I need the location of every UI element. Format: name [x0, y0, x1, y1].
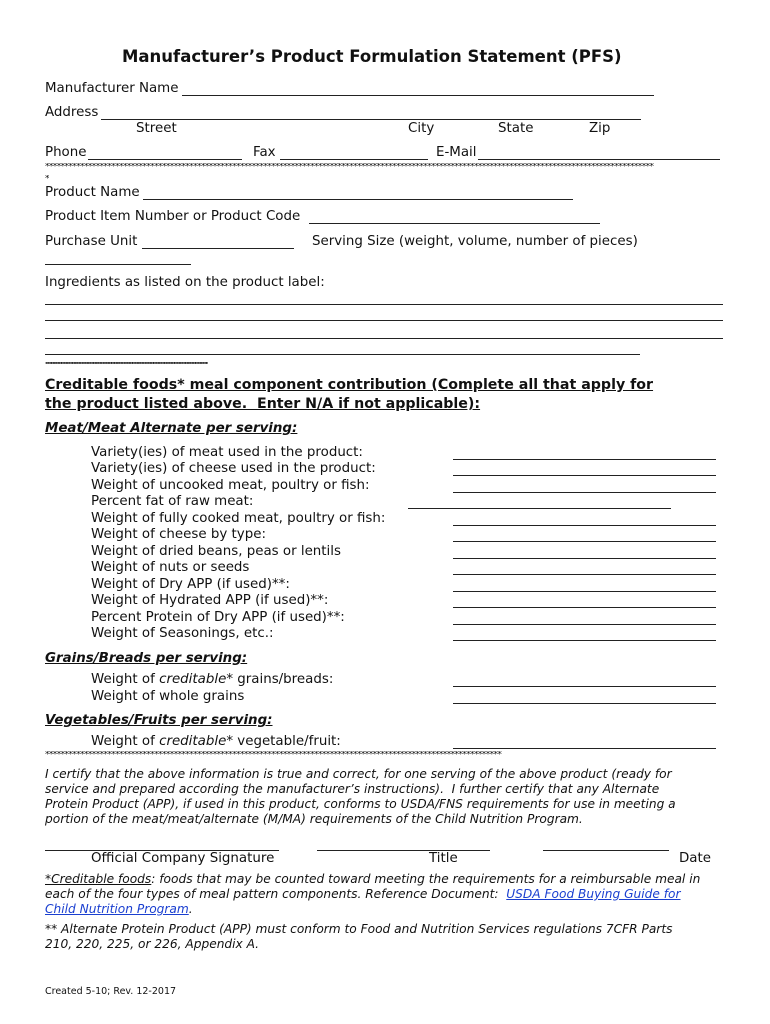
revision-note: Created 5-10; Rev. 12-2017	[45, 986, 177, 997]
product-name-field[interactable]	[143, 199, 573, 200]
asterisk-divider-tail: *	[45, 175, 49, 184]
certify-line: Protein Product (APP), if used in this product, conforms to USDA/FNS requirements for use in meeting a	[45, 797, 676, 811]
asterisk-divider-2: *********************************************************************************************************************	[45, 751, 502, 760]
footnote-creditable: *Creditable foods: foods that may be counted toward meeting the requirements for a reimbursable meal in	[45, 872, 701, 886]
hatch-divider: ''''''''''''''''''''''''''''''''''''''''''''''''''''''''''''''''''''''''''''''''''''''''''''''''''''''''''''''''''''''''''''''''''''''''''''''''''''''''''''''''''''''''''''''''''''''''''''''''''''''''''''''''''''''''''''''''	[45, 362, 208, 369]
asterisk-divider: ************************************************************************************************************************************************************	[45, 163, 654, 172]
vegetables-item: Weight of creditable* vegetable/fruit:	[91, 734, 341, 749]
meat-field[interactable]	[453, 475, 716, 476]
fax-label: Fax	[253, 145, 276, 160]
product-code-label: Product Item Number or Product Code	[45, 209, 301, 224]
grains-heading: Grains/Breads per serving:	[45, 651, 248, 666]
date-field[interactable]	[543, 850, 669, 851]
manufacturer-name-field[interactable]	[182, 95, 654, 96]
state-label: State	[498, 121, 534, 136]
footnote-reference-cont: Child Nutrition Program.	[45, 902, 193, 916]
meat-field[interactable]	[408, 508, 671, 509]
certify-line: portion of the meat/meat/alternate (M/MA) requirements of the Child Nutrition Program.	[45, 812, 583, 826]
phone-label: Phone	[45, 145, 87, 160]
meat-item: Weight of uncooked meat, poultry or fish:	[91, 478, 370, 493]
meat-item: Weight of nuts or seeds	[91, 560, 250, 575]
creditable-heading-line2: the product listed above. Enter N/A if not applicable):	[45, 396, 481, 412]
grains-item-creditable: Weight of creditable* grains/breads:	[91, 672, 334, 687]
ingredients-line-1[interactable]	[45, 304, 723, 305]
grains-field[interactable]	[453, 686, 716, 687]
meat-item: Weight of Hydrated APP (if used)**:	[91, 593, 329, 608]
meat-item: Percent Protein of Dry APP (if used)**:	[91, 610, 345, 625]
meat-heading: Meat/Meat Alternate per serving:	[45, 421, 298, 436]
product-name-label: Product Name	[45, 185, 140, 200]
title-field[interactable]	[317, 850, 490, 851]
email-label: E-Mail	[436, 145, 477, 160]
address-label: Address	[45, 105, 99, 120]
meat-item: Weight of cheese by type:	[91, 527, 266, 542]
zip-label: Zip	[589, 121, 611, 136]
address-field[interactable]	[101, 119, 641, 120]
grains-field[interactable]	[453, 703, 716, 704]
meat-field[interactable]	[453, 640, 716, 641]
meat-item: Variety(ies) of meat used in the product:	[91, 445, 363, 460]
title-label: Title	[429, 851, 458, 866]
serving-size-label: Serving Size (weight, volume, number of pieces)	[312, 234, 638, 249]
meat-field[interactable]	[453, 624, 716, 625]
signature-label: Official Company Signature	[91, 851, 275, 866]
purchase-unit-field[interactable]	[142, 248, 294, 249]
meat-field[interactable]	[453, 574, 716, 575]
page-title: Manufacturer’s Product Formulation Statement (PFS)	[122, 47, 622, 66]
meat-item: Weight of fully cooked meat, poultry or fish:	[91, 511, 386, 526]
food-buying-guide-link-cont[interactable]: Child Nutrition Program	[45, 902, 189, 916]
certify-line: I certify that the above information is true and correct, for one serving of the above product (ready for	[45, 767, 672, 781]
meat-field[interactable]	[453, 591, 716, 592]
serving-size-field[interactable]	[45, 264, 191, 265]
meat-item: Percent fat of raw meat:	[91, 494, 254, 509]
creditable-heading-line1: Creditable foods* meal component contribution (Complete all that apply for	[45, 377, 654, 393]
grains-item-whole: Weight of whole grains	[91, 689, 245, 704]
meat-field[interactable]	[453, 541, 716, 542]
date-label: Date	[679, 851, 712, 866]
manufacturer-name-label: Manufacturer Name	[45, 81, 179, 96]
fax-field[interactable]	[280, 159, 428, 160]
product-code-field[interactable]	[309, 223, 600, 224]
ingredients-line-4[interactable]	[45, 354, 640, 355]
phone-field[interactable]	[88, 159, 242, 160]
city-label: City	[408, 121, 435, 136]
meat-item: Weight of dried beans, peas or lentils	[91, 544, 341, 559]
meat-field[interactable]	[453, 459, 716, 460]
meat-field[interactable]	[453, 607, 716, 608]
meat-item: Variety(ies) of cheese used in the product:	[91, 461, 376, 476]
meat-item: Weight of Seasonings, etc.:	[91, 626, 274, 641]
footnote-app: ** Alternate Protein Product (APP) must conform to Food and Nutrition Services regulations 7CFR Parts	[45, 922, 673, 936]
ingredients-line-3[interactable]	[45, 338, 723, 339]
food-buying-guide-link[interactable]: USDA Food Buying Guide for	[506, 887, 681, 901]
meat-field[interactable]	[453, 525, 716, 526]
street-label: Street	[136, 121, 177, 136]
footnote-reference: each of the four types of meal pattern components. Reference Document: USDA Food Buying Guide for	[45, 887, 681, 901]
ingredients-label: Ingredients as listed on the product label:	[45, 275, 325, 290]
meat-field[interactable]	[453, 558, 716, 559]
ingredients-line-2[interactable]	[45, 320, 723, 321]
certify-line: service and prepared according the manufacturer’s instructions). I further certify that any Alternate	[45, 782, 660, 796]
footnote-app-cont: 210, 220, 225, or 226, Appendix A.	[45, 937, 260, 951]
email-field[interactable]	[478, 159, 720, 160]
meat-field[interactable]	[453, 492, 716, 493]
vegetables-field[interactable]	[453, 748, 716, 749]
meat-item: Weight of Dry APP (if used)**:	[91, 577, 290, 592]
purchase-unit-label: Purchase Unit	[45, 234, 138, 249]
vegetables-heading: Vegetables/Fruits per serving:	[45, 713, 273, 728]
